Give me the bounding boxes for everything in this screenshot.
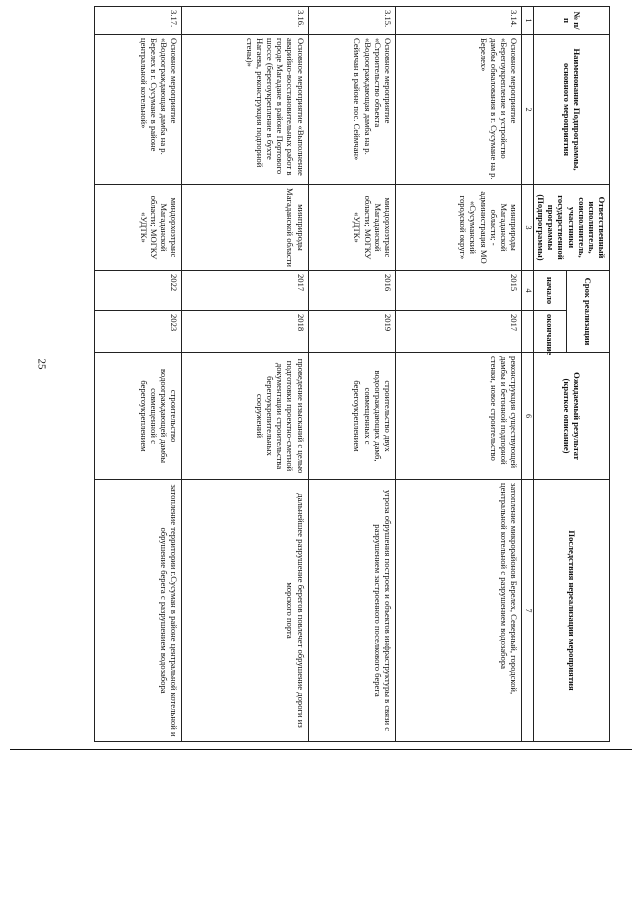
row-consequences: затопление микрорайонов Берелех, Северный, городской, центральной котельной с разрушением водозабора [395, 480, 521, 742]
activities-table [94, 6, 610, 742]
row-end: 2023 [95, 311, 182, 353]
bottom-rule [10, 749, 632, 750]
page-number: 25 [35, 358, 48, 370]
header-executor: Ответственный исполнитель, соисполнитель, участники государственной программы (Подпрограммы) [534, 185, 610, 271]
table-row [95, 7, 182, 742]
column-number: 7 [522, 480, 534, 742]
rotated-sheet [94, 6, 610, 741]
header-consequences: Последствия нереализации мероприятия [534, 480, 610, 742]
table-row [308, 7, 395, 742]
row-start: 2015 [395, 271, 521, 311]
row-name: Основное мероприятие «Выполнение аварийно-восстановительных работ в городе Магадане в районе Портового шоссе (берегоукрепление в бухте Нагаева, реконструкция подпорной стены)» [182, 35, 308, 185]
row-consequences: дальнейшее разрушение берегов повлечет обрушение дороги из морского порта [182, 480, 308, 742]
row-start: 2022 [95, 271, 182, 311]
row-executor: минприроды Магаданской области [182, 185, 308, 271]
row-executor: миндорхозтранс Магаданской области; МОГКУ «УДТК» [95, 185, 182, 271]
row-executor: минприроды Магаданской области; - администрация МО «Сусуманский городской округ» [395, 185, 521, 271]
row-start: 2017 [182, 271, 308, 311]
header-start: начало [534, 271, 567, 311]
header-name: Наименование Подпрограммы, основного мероприятия [534, 35, 610, 185]
column-number: 3 [522, 185, 534, 271]
row-result: строительство водоограждающей дамбы совмещенной с берегоукреплением [95, 353, 182, 480]
row-result: проведение изысканий с целью подготовки проектно-сметной документации строительства берегоукрепительных сооружений [182, 353, 308, 480]
table-rotator [94, 6, 610, 741]
row-start: 2016 [308, 271, 395, 311]
table-row [395, 7, 521, 742]
column-number: 1 [522, 7, 534, 35]
row-executor: миндорхозтранс Магаданской области; МОГКУ «УДТК» [308, 185, 395, 271]
row-num: 3.14. [395, 7, 521, 35]
header-num: № п/п [534, 7, 610, 35]
column-number: 4 [522, 271, 534, 311]
row-consequences: угроза обрушения построек и объектов инфраструктуры в связи с разрушением застроенного поселкового берега [308, 480, 395, 742]
column-number: 6 [522, 353, 534, 480]
row-end: 2019 [308, 311, 395, 353]
row-num: 3.15. [308, 7, 395, 35]
header-result: Ожидаемый результат (краткое описание) [534, 353, 610, 480]
table-row [182, 7, 308, 742]
header-row [566, 7, 609, 742]
row-name: Основное мероприятие «Водоограждающая дамба на р. Берелех в г. Сусумане в районе центральной котельной» [95, 35, 182, 185]
column-number: 2 [522, 35, 534, 185]
row-end: 2017 [395, 311, 521, 353]
row-num: 3.16. [182, 7, 308, 35]
row-end: 2018 [182, 311, 308, 353]
row-name: Основное мероприятие «Берегоукрепление и устройство дамбы обвалования в г. Сусумане на р. Берелех» [395, 35, 521, 185]
row-consequences: затопление территории г.Сусуман в районе центральной котельной и обрушение берега с разрушением водозабора [95, 480, 182, 742]
column-number [522, 311, 534, 353]
column-numbers-row [522, 7, 534, 742]
row-result: строительство двух водоограждающих дамб, совмещенных с берегоукреплением [308, 353, 395, 480]
header-period: Срок реализации [566, 271, 609, 353]
row-result: реконструкция существующей дамбы и бетонной подпорной стенки, новое строительство [395, 353, 521, 480]
row-name: Основное мероприятие «Строительство объекта «Водоограждающая дамба на р. Сеймчан в районе пос. Сеймчан» [308, 35, 395, 185]
row-num: 3.17. [95, 7, 182, 35]
header-end: окончание [534, 311, 567, 353]
